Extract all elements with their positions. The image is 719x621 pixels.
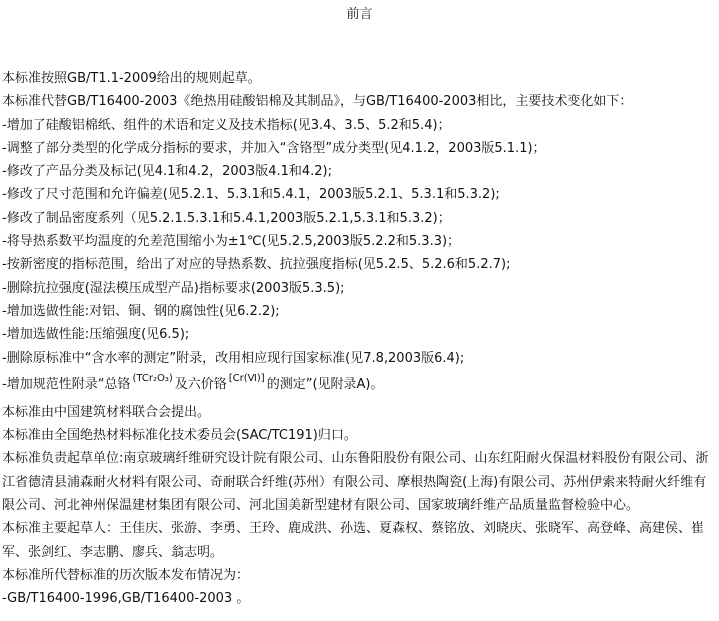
formula-hexavalent-chromium: [Cr(Ⅵ)] — [228, 372, 265, 384]
drafters: 本标准主要起草人：王佳庆、张游、李勇、王玲、鹿成洪、孙选、夏森权、蔡铭放、刘晓庆、张晓军、高登峰、高建侯、崔军、张剑红、李志鹏、廖兵、翁志明。 — [2, 521, 705, 560]
list-item: -删除抗拉强度(湿法模压成型产品)指标要求(2003版5.3.5); — [2, 280, 345, 296]
list-item: -将导热系数平均温度的允差范围缩小为±1℃(见5.2.5,2003版5.2.2和5.3.3)； — [2, 234, 461, 250]
annex-text-middle: 及六价铬 — [174, 376, 227, 392]
list-item: -修改了产品分类及标记(见4.1和4.2，2003版4.1和4.2); — [2, 164, 332, 180]
list-item: -删除原标准中“含水率的测定”附录，改用相应现行国家标准(见7.8,2003版6.4); — [2, 350, 465, 366]
paragraph: 本标准所代替标准的历次版本发布情况为： — [2, 567, 250, 583]
paragraph: 本标准由全国绝热材料标准化技术委员会(SAC/TC191)归口。 — [2, 428, 357, 444]
list-item: -增加了硅酸铝棉纸、组件的术语和定义及技术指标(见3.4、3.5、5.2和5.4)； — [2, 117, 451, 133]
annex-text-before: -增加规范性附录“总铬 — [2, 376, 131, 392]
annex-list-item — [2, 370, 716, 401]
annex-text-after: 的测定”(见附录A)。 — [266, 376, 384, 392]
document-body — [2, 67, 716, 611]
list-item: -修改了尺寸范围和允许偏差(见5.2.1、5.3.1和5.4.1，2003版5.2.1、5.3.1和5.3.2); — [2, 187, 500, 203]
list-item: -GB/T16400-1996,GB/T16400-2003 。 — [2, 591, 250, 607]
list-item: -增加选做性能:压缩强度(见6.5); — [2, 327, 190, 343]
drafting-units: 本标准负责起草单位:南京玻璃纤维研究设计院有限公司、山东鲁阳股份有限公司、山东红阳耐火保温材料股份有限公司、浙江省德清县浦森耐火材料有限公司、奇耐联合纤维(苏州）有限公司、摩根热陶瓷(上海)有限公司、苏州伊索来特耐火纤维有限公司、河北神州保温建材集团有限公司、河北国美新型建材有限公司、国家玻璃纤维产品质量监督检验中心。 — [2, 451, 709, 514]
list-item: -增加选做性能:对铝、铜、钢的腐蚀性(见6.2.2); — [2, 303, 280, 319]
paragraph: 本标准按照GB/T1.1-2009给出的规则起草。 — [2, 71, 261, 86]
list-item: -按新密度的指标范围，给出了对应的导热系数、抗拉强度指标(见5.2.5、5.2.6和5.2.7); — [2, 257, 511, 273]
page-title: 前言 — [346, 7, 373, 22]
formula-total-chromium: (TCr₂O₃) — [132, 372, 173, 384]
paragraph: 本标准由中国建筑材料联合会提出。 — [2, 404, 211, 420]
paragraph: 本标准代替GB/T16400-2003《绝热用硅酸铝棉及其制品》，与GB/T16400-2003相比，主要技术变化如下： — [2, 94, 633, 110]
list-item: -修改了制品密度系列（见5.2.1.5.3.1和5.4.1,2003版5.2.1,5.3.1和5.3.2)； — [2, 210, 451, 226]
list-item: -调整了部分类型的化学成分指标的要求，并加入“含铬型”成分类型(见4.1.2，2003版5.1.1)； — [2, 140, 546, 156]
